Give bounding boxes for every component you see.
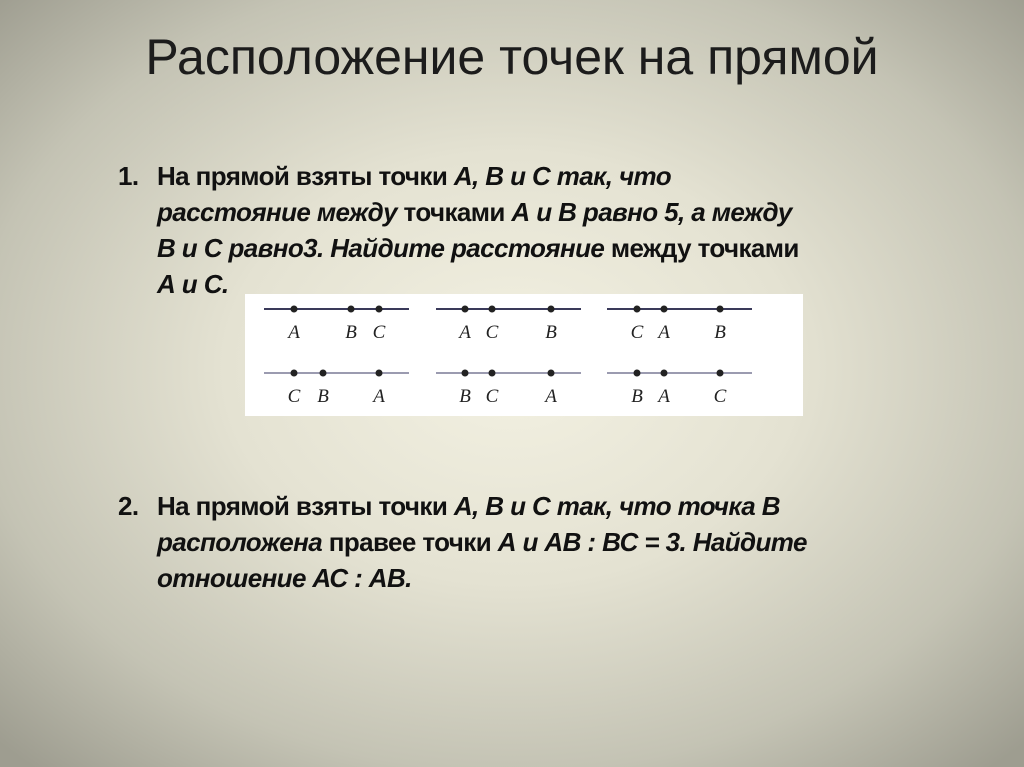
point [462, 306, 469, 313]
point [548, 306, 555, 313]
problem-text [157, 488, 918, 596]
point [489, 306, 496, 313]
number-line [607, 370, 752, 408]
text-segment: В и С равно3. Найдите расстояние [157, 233, 605, 263]
text-segment: А, В и С так, что точка В [453, 491, 780, 521]
text-segment: расстояние между [157, 197, 397, 227]
point-label: C [485, 386, 499, 407]
text-segment: На прямой взяты точки [157, 491, 454, 521]
point-label: A [658, 386, 670, 407]
text-segment: На прямой взяты точки [157, 161, 454, 191]
point [634, 370, 641, 377]
problem-1 [118, 158, 918, 302]
point [462, 370, 469, 377]
problem-number: 1. [118, 161, 139, 191]
point [548, 370, 555, 377]
number-line [436, 370, 581, 408]
text-segment: А, В и С так, что [453, 161, 671, 191]
text-line [157, 488, 918, 524]
text-segment: точками [396, 197, 512, 227]
point [376, 306, 383, 313]
point-label: A [373, 386, 385, 407]
point [489, 370, 496, 377]
point-label: B [631, 386, 643, 407]
text-segment: между точками [604, 233, 799, 263]
problem-text [157, 158, 918, 302]
problem-2 [118, 488, 918, 596]
text-line [157, 158, 918, 194]
number-line [264, 370, 409, 408]
number-line [264, 306, 409, 344]
text-segment: расположена [157, 527, 323, 557]
point [661, 370, 668, 377]
point-label: B [345, 322, 357, 343]
text-line [157, 230, 918, 266]
point-label: B [545, 322, 557, 343]
number-line [436, 306, 581, 344]
point-label: A [545, 386, 557, 407]
text-line [157, 524, 918, 560]
point [348, 306, 355, 313]
problem-number: 2. [118, 491, 139, 521]
text-line [157, 560, 918, 596]
point [320, 370, 327, 377]
point-arrangements-diagram [245, 294, 803, 416]
number-line [607, 306, 752, 344]
point [661, 306, 668, 313]
point-label: C [713, 386, 727, 407]
slide-title: Расположение точек на прямой [145, 29, 879, 85]
point [634, 306, 641, 313]
text-segment: правее точки [322, 527, 498, 557]
point [376, 370, 383, 377]
point-label: B [714, 322, 726, 343]
point-label: B [317, 386, 329, 407]
text-line [157, 194, 918, 230]
point-label: A [459, 322, 471, 343]
point [717, 306, 724, 313]
text-segment: А и С. [157, 269, 229, 299]
text-segment: отношение АС : АВ. [157, 563, 412, 593]
point-label: C [287, 386, 301, 407]
text-segment: А и В равно 5, а между [511, 197, 792, 227]
point [717, 370, 724, 377]
point [291, 306, 298, 313]
point-label: C [485, 322, 499, 343]
point-label: A [658, 322, 670, 343]
point-label: C [372, 322, 386, 343]
text-segment: А и АВ : ВС = 3. Найдите [497, 527, 807, 557]
point-label: B [459, 386, 471, 407]
point-label: C [630, 322, 644, 343]
point-label: A [288, 322, 300, 343]
point [291, 370, 298, 377]
